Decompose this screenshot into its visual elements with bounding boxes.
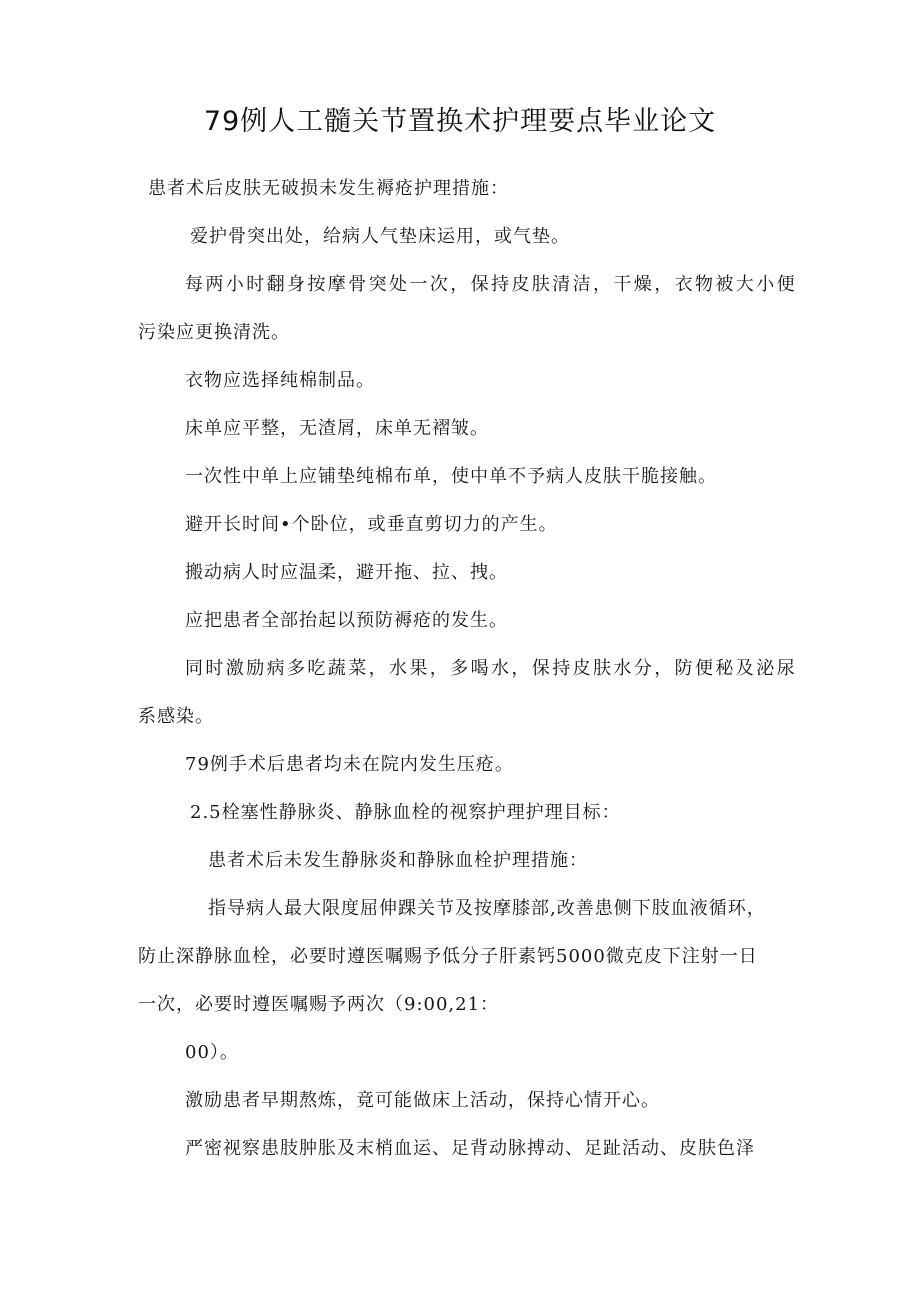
paragraph-line: 同时激励病多吃蔬菜，水果，多喝水，保持皮肤水分，防便秘及泌尿 xyxy=(185,658,797,679)
paragraph-line: 严密视察患肢肿胀及末梢血运、足背动脉搏动、足趾活动、皮肤色泽 xyxy=(185,1138,755,1159)
paragraph-line: 搬动病人时应温柔，避开拖、拉、拽。 xyxy=(185,562,508,583)
paragraph-line: 系感染。 xyxy=(138,706,214,727)
paragraph-line: 每两小时翻身按摩骨突处一次，保持皮肤清洁，干燥，衣物被大小便 xyxy=(185,274,797,295)
document-title: 79例人工髓关节置换术护理要点毕业论文 xyxy=(203,106,717,137)
paragraph-line: 00）。 xyxy=(185,1042,239,1063)
paragraph-line: 79例手术后患者均未在院内发生压疮。 xyxy=(185,754,514,775)
paragraph-line: 激励患者早期熬炼，竟可能做床上活动，保持心情开心。 xyxy=(185,1090,660,1111)
paragraph-line: 一次性中单上应铺垫纯棉布单，使中单不予病人皮肤干脆接触。 xyxy=(185,466,717,487)
paragraph-line: 一次，必要时遵医嘱赐予两次（9:00,21： xyxy=(138,994,500,1015)
paragraph-line: 应把患者全部抬起以预防褥疮的发生。 xyxy=(185,610,508,631)
paragraph-line: 防止深静脉血栓，必要时遵医嘱赐予低分子肝素钙5000微克皮下注射一日 xyxy=(138,946,758,967)
paragraph-line: 爱护骨突出处，给病人气垫床运用，或气垫。 xyxy=(190,226,570,247)
paragraph-line: 2.5栓塞性静脉炎、静脉血栓的视察护理护理目标： xyxy=(190,802,621,823)
paragraph-line: 衣物应选择纯棉制品。 xyxy=(185,370,375,391)
paragraph-line: 指导病人最大限度屈伸踝关节及按摩膝部,改善患侧下肢血液循环， xyxy=(208,898,766,919)
paragraph-line: 患者术后皮肤无破损未发生褥疮护理措施： xyxy=(148,178,509,199)
paragraph-line: 患者术后未发生静脉炎和静脉血栓护理措施： xyxy=(208,850,588,871)
paragraph-line: 避开长时间•个卧位，或垂直剪切力的产生。 xyxy=(185,514,558,535)
paragraph-line: 污染应更换清洗。 xyxy=(138,322,290,343)
paragraph-line: 床单应平整，无渣屑，床单无褶皱。 xyxy=(185,418,489,439)
